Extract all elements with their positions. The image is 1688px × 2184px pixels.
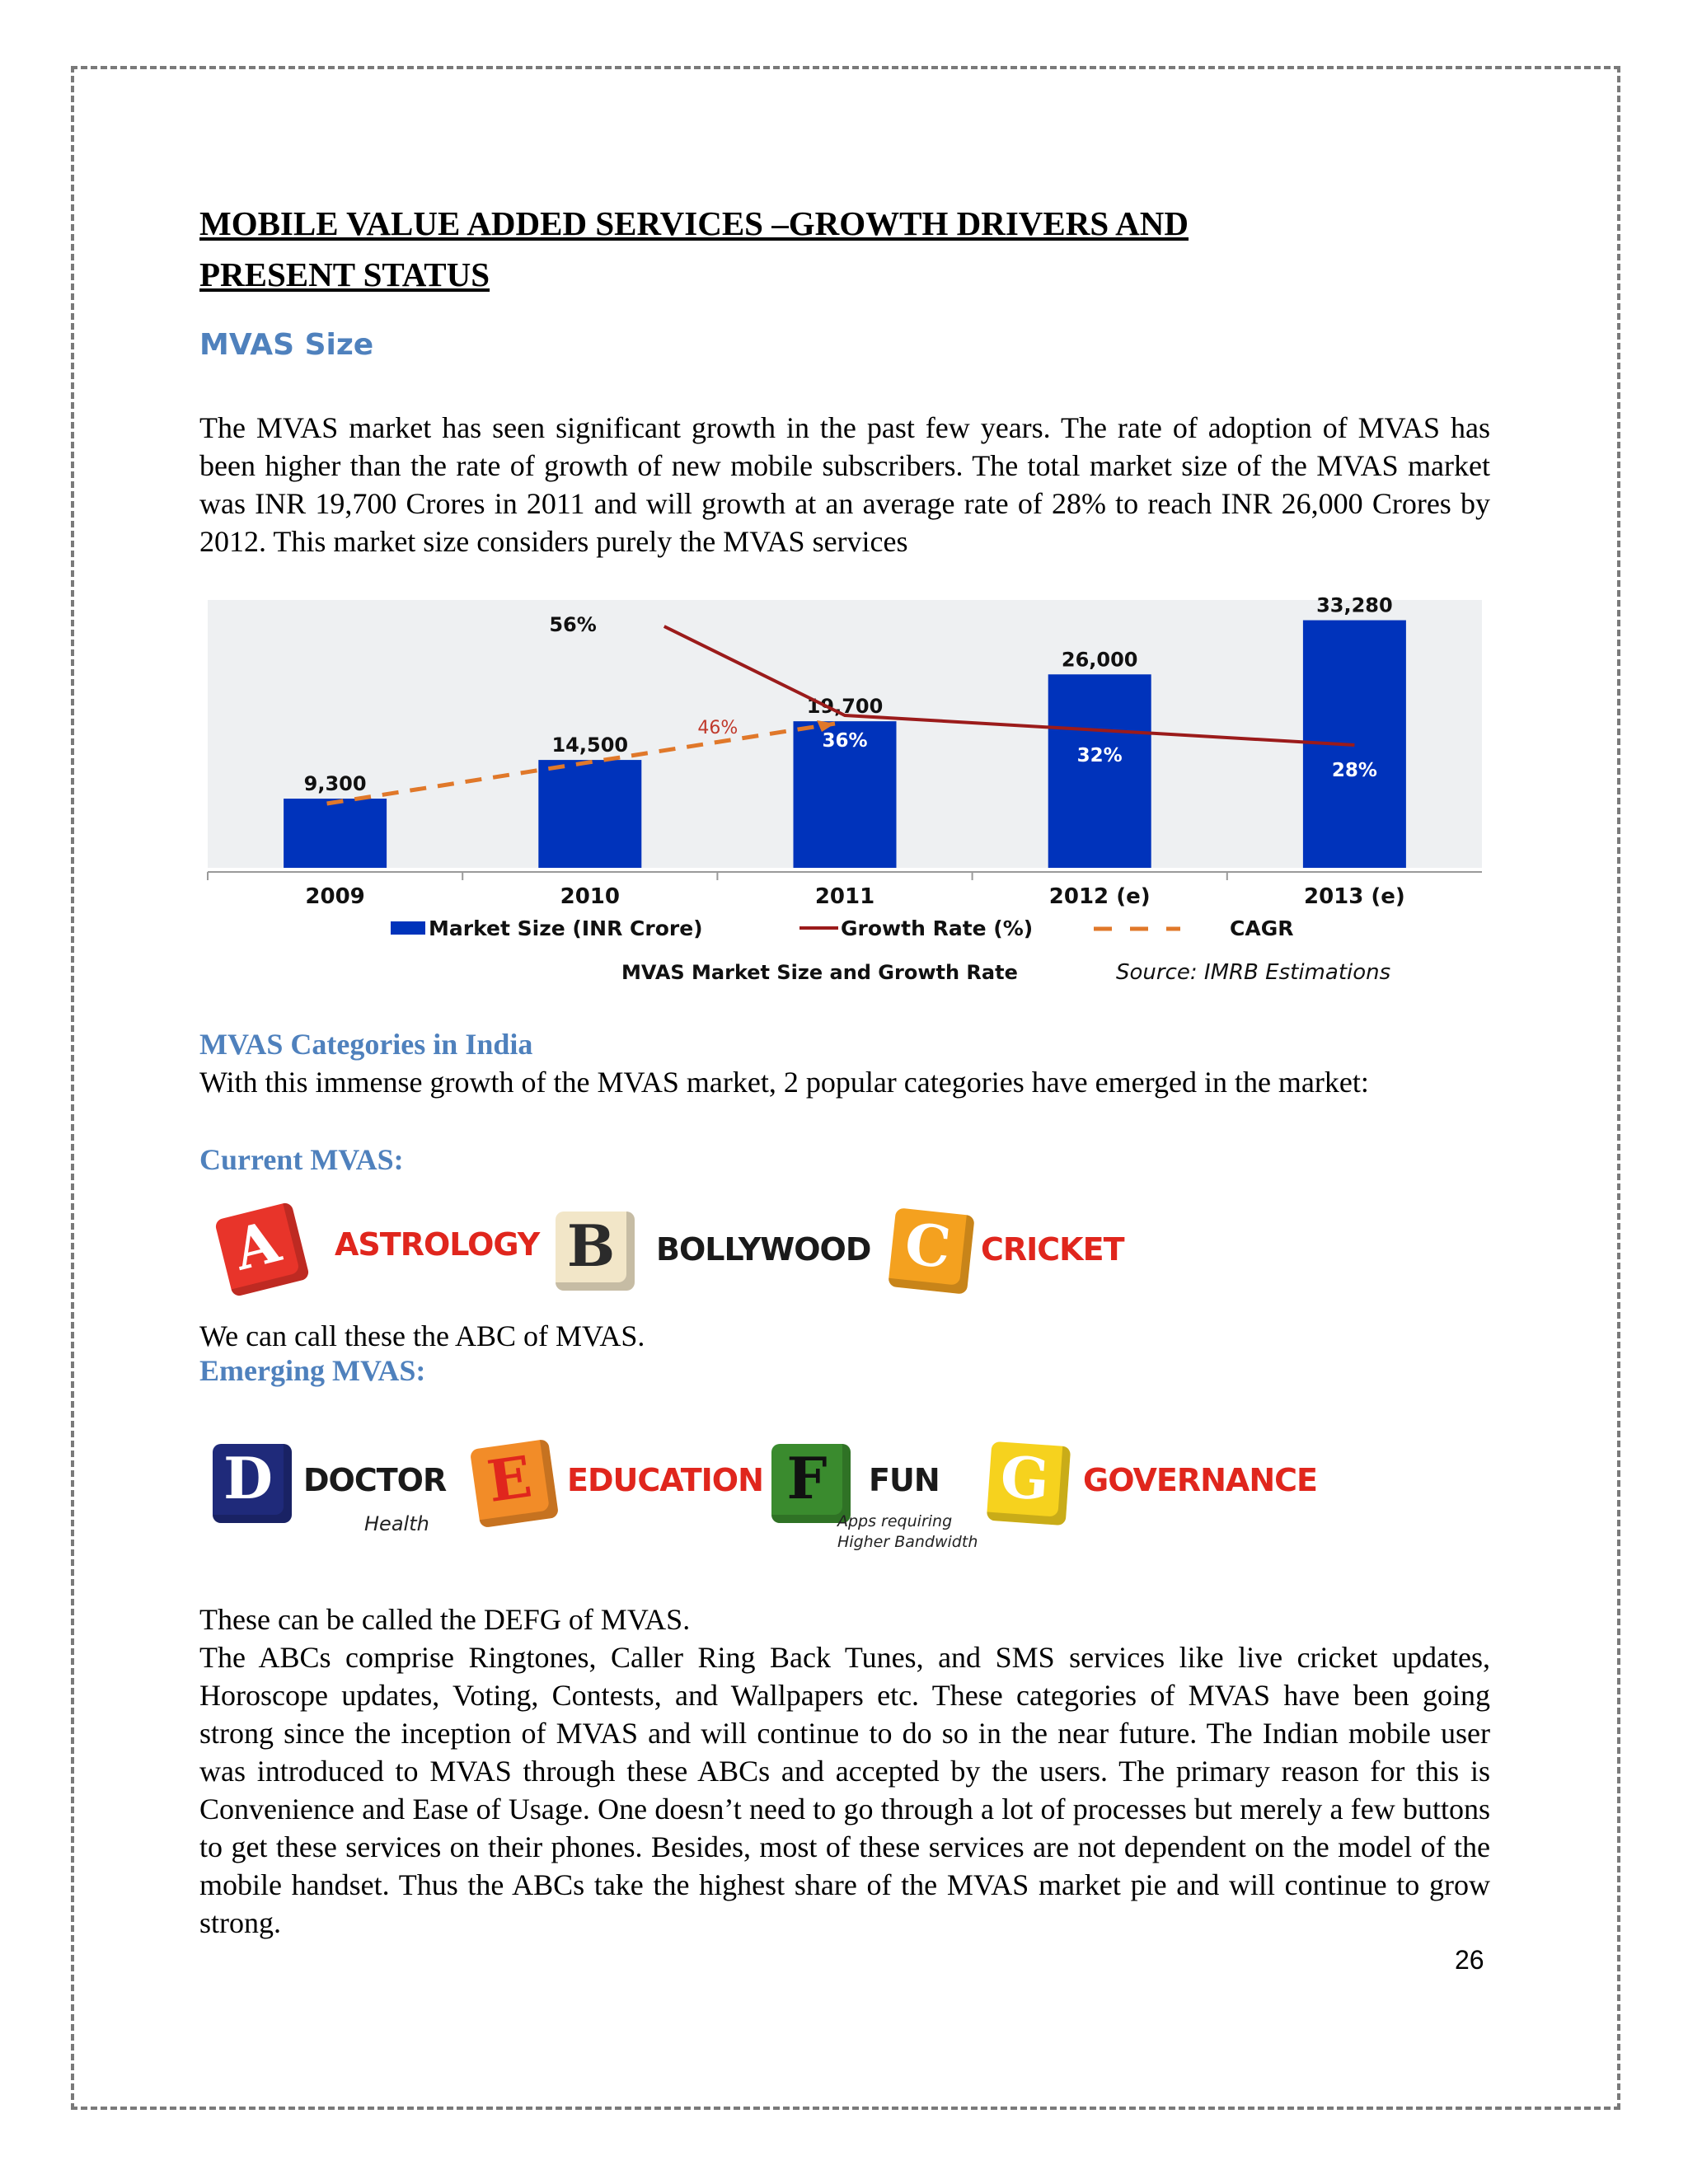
legend-swatch-market-size [391, 921, 425, 935]
intro-paragraph: The MVAS market has seen significant growth in the past few years. The rate of adoption of MVAS has been higher than the rate of growth of new mobile subscribers. The total market size of the MVAS market was INR 19,700 Crores in 2011 and will growth at an average rate of 28% to reach INR 26,000 Crores by 2012. This market size considers purely the MVAS services [199, 411, 1490, 558]
page-title-line-1: MOBILE VALUE ADDED SERVICES –GROWTH DRIVERS AND [199, 204, 1189, 242]
page-title-line-2: PRESENT STATUS [199, 255, 490, 293]
emerging-label-fun: FUN [869, 1462, 940, 1498]
defg-sentence: These can be called the DEFG of MVAS. [199, 1603, 691, 1636]
bar-value-label: 26,000 [1061, 648, 1138, 672]
bar-value-label: 14,500 [551, 733, 629, 757]
abc-sentence: We can call these the ABC of MVAS. [199, 1319, 645, 1352]
growth-rate-label: 32% [1076, 745, 1123, 766]
mvas-size-heading: MVAS Size [199, 328, 374, 362]
current-mvas-heading: Current MVAS: [199, 1143, 404, 1176]
current-label-astrology: ASTROLOGY [335, 1226, 540, 1263]
x-tick-label: 2009 [305, 884, 365, 909]
block-letter: F [786, 1446, 828, 1512]
emerging-mvas-heading: Emerging MVAS: [199, 1354, 426, 1387]
page-content [199, 198, 1490, 300]
cagr-label: 46% [697, 718, 738, 738]
block-letter: C [902, 1210, 954, 1282]
emerging-label-governance: GOVERNANCE [1083, 1462, 1317, 1498]
x-tick-label: 2012 (e) [1048, 884, 1151, 909]
current-block-a-icon [214, 1202, 310, 1297]
x-tick-label: 2013 (e) [1303, 884, 1405, 909]
emerging-block-d-icon [213, 1444, 292, 1523]
block-letter: B [566, 1213, 616, 1280]
x-tick-label: 2010 [560, 884, 620, 909]
legend-label-market-size: Market Size (INR Crore) [429, 916, 703, 940]
block-letter: E [483, 1443, 536, 1516]
emerging-label-education: EDUCATION [567, 1462, 763, 1498]
current-mvas-blocks [206, 1195, 1278, 1310]
block-letter: G [998, 1443, 1052, 1514]
chart-bar [1048, 674, 1151, 868]
legend-label-cagr: CAGR [1230, 916, 1294, 940]
legend-label-growth-rate: Growth Rate (%) [841, 916, 1034, 940]
chart-bar [284, 799, 387, 868]
categories-paragraph: With this immense growth of the MVAS market, 2 popular categories have emerged in the market: [199, 1066, 1369, 1099]
bar-value-label: 33,280 [1316, 593, 1393, 617]
current-block-c-icon [888, 1207, 975, 1295]
block-letter: A [227, 1208, 287, 1284]
growth-rate-label: 56% [549, 613, 597, 636]
emerging-mvas-blocks [203, 1427, 1357, 1551]
emerging-sublabel-fun: Apps requiring Higher Bandwidth [837, 1512, 978, 1551]
x-tick-label: 2011 [814, 884, 875, 909]
chart-source: Source: IMRB Estimations [1116, 960, 1391, 985]
current-label-cricket: CRICKET [981, 1231, 1124, 1268]
block-letter: D [223, 1446, 273, 1512]
chart-caption: MVAS Market Size and Growth Rate [621, 961, 1018, 984]
page-number: 26 [1455, 1945, 1484, 1975]
market-size-chart [199, 593, 1490, 989]
emerging-label-doctor: DOCTOR [303, 1462, 447, 1498]
emerging-sublabel-doctor: Health [364, 1512, 429, 1535]
growth-rate-label: 36% [822, 730, 868, 752]
bar-value-label: 9,300 [303, 772, 367, 796]
current-block-b-icon [556, 1212, 635, 1291]
emerging-block-g-icon [987, 1441, 1071, 1526]
growth-rate-label: 28% [1331, 760, 1377, 781]
emerging-block-e-icon [470, 1439, 559, 1528]
bar-value-label: 19,700 [806, 695, 884, 719]
categories-heading: MVAS Categories in India [199, 1028, 533, 1061]
chart-bar [538, 760, 641, 868]
abc-paragraph: The ABCs comprise Ringtones, Caller Ring Back Tunes, and SMS services like live cricket updates, Horoscope updates, Voting, Contests, and Wallpapers etc. These categories of MVAS have been going strong since the inception of MVAS and will continue to do so in the near future. The Indian mobile user was introduced to MVAS through these ABCs and accepted by the users. The primary reason for this is Convenience and Ease of Usage. One doesn’t need to go through a lot of processes but merely a few buttons to get these services on their phones. Besides, most of these services are not dependent on the model of the mobile handset. Thus the ABCs take the highest share of the MVAS market pie and will continue to grow strong. [199, 1641, 1490, 1939]
current-label-bollywood: BOLLYWOOD [656, 1231, 871, 1268]
